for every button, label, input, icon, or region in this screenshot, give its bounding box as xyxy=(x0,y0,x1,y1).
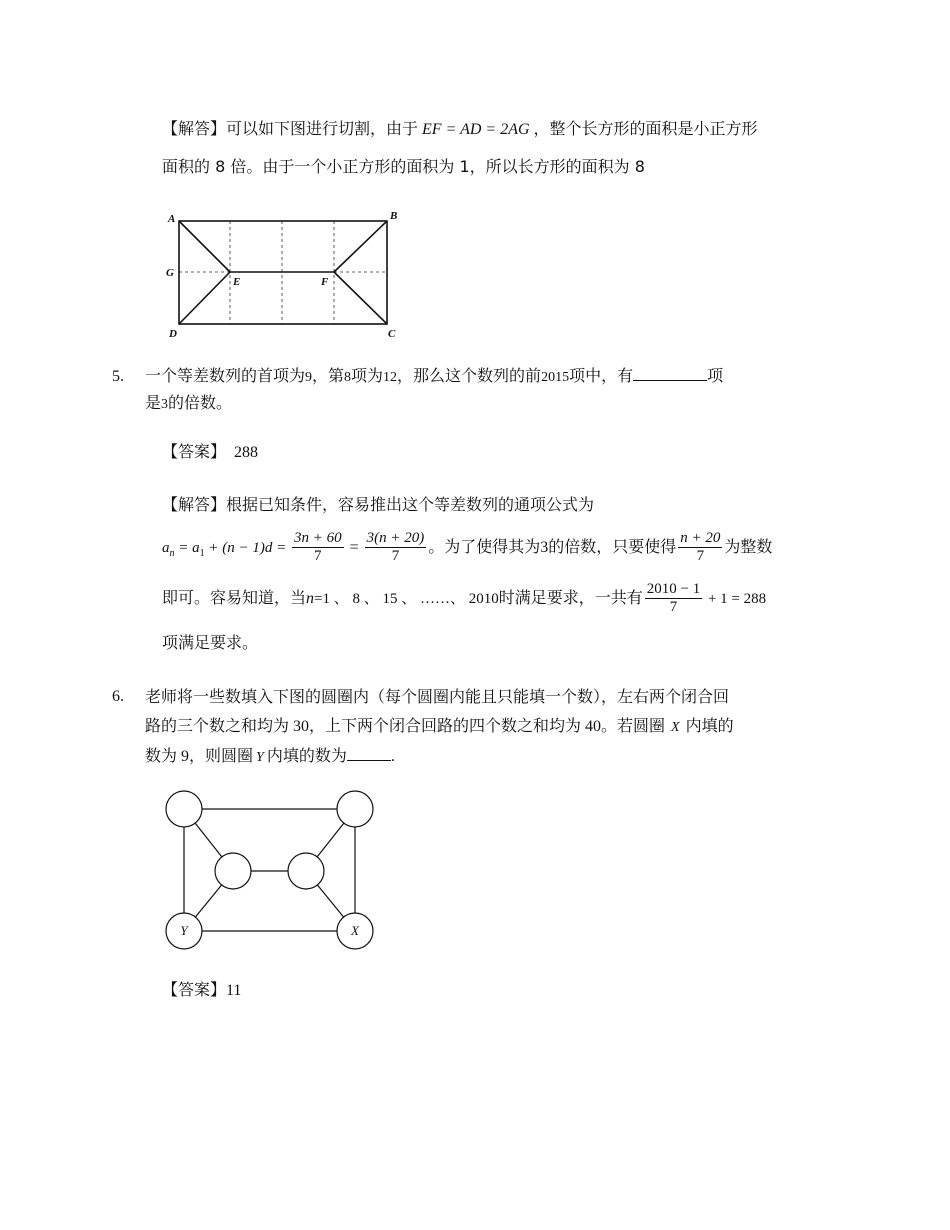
answer-blank xyxy=(347,746,391,761)
circle-inner-left xyxy=(215,853,251,889)
math-ef-ad: EF = AD = 2AG xyxy=(422,121,530,138)
label-c: C xyxy=(388,328,396,340)
q5-line2: 是3的倍数。 xyxy=(145,395,233,412)
circle-top-left xyxy=(166,791,202,827)
q6-line3: 数为 9，则圆圈 Y 内填的数为 . xyxy=(145,748,395,765)
fraction-3n60: $\frac{3n + 60}{7}$ xyxy=(293,530,342,564)
label-e: E xyxy=(233,276,241,288)
circle-network-figure xyxy=(160,785,380,960)
answer-value: 288 xyxy=(234,444,259,461)
circle-inner-right xyxy=(288,853,324,889)
fraction-2010: $\frac{2010 - 1}{7}$ xyxy=(646,581,701,615)
q6-line1: 老师将一些数填入下图的圆圈内（每个圆圈内能且只能填一个数），左右两个闭合回 xyxy=(145,687,730,706)
q5-solution-line1: 【解答】根据已知条件，容易推出这个等差数列的通项公式为 xyxy=(162,495,595,514)
label-x: X xyxy=(351,923,359,938)
label-y: Y xyxy=(180,923,188,938)
answer-blank xyxy=(633,366,707,381)
solution-tag: 【解答】 xyxy=(162,495,227,514)
rectangle-cut-figure xyxy=(160,205,410,345)
answer-value: 11 xyxy=(226,982,242,999)
q6-number: 6. xyxy=(112,688,124,705)
q6-answer xyxy=(162,979,241,1002)
label-b: B xyxy=(390,210,398,222)
p4-solution-line1: 【解答】可以如下图进行切割，由于 EF = AD = 2AG ，整个长方形的面积是小正方形 xyxy=(162,119,758,138)
label-g: G xyxy=(166,267,174,279)
fraction-n20: $\frac{n + 20}{7}$ xyxy=(680,530,721,564)
answer-tag: 【答案】 xyxy=(162,980,227,999)
label-a: A xyxy=(168,213,176,225)
circle-top-right xyxy=(337,791,373,827)
label-d: D xyxy=(169,328,177,340)
q5-line1: 一个等差数列的首项为9，第8项为12，那么这个数列的前2015项中，有 项 xyxy=(145,368,724,385)
q5-solution-line3: 即可。容易知道，当n=1 、 8 、 15 、 ……、 2010时满足要求，一共有 $\frac{2010 - 1}{7}$ + 1 = 288 xyxy=(162,581,767,615)
q5-solution-line2: $a_n = a_1 + (n - 1)d$ = $\frac{3n + 60}{7}$ = $\frac{3(n + 20)}{7}$ 。为了使得其为3的倍数，只要使得 $\frac{n + 20}{7}$ 为整数 xyxy=(162,530,773,564)
p4-solution-line2: 面积的 8 倍。由于一个小正方形的面积为 1，所以长方形的面积为 8 xyxy=(162,157,645,176)
q6-line2: 路的三个数之和均为 30，上下两个闭合回路的四个数之和均为 40。若圆圈 X 内填的 xyxy=(145,718,734,735)
fraction-3n20: $\frac{3(n + 20)}{7}$ xyxy=(366,530,425,564)
solution-tag: 【解答】 xyxy=(162,119,227,138)
q5-number: 5. xyxy=(112,368,124,385)
answer-tag: 【答案】 xyxy=(162,442,227,461)
q5-answer xyxy=(162,441,258,464)
q5-solution-line4: 项满足要求。 xyxy=(162,633,259,652)
label-f: F xyxy=(321,276,329,288)
